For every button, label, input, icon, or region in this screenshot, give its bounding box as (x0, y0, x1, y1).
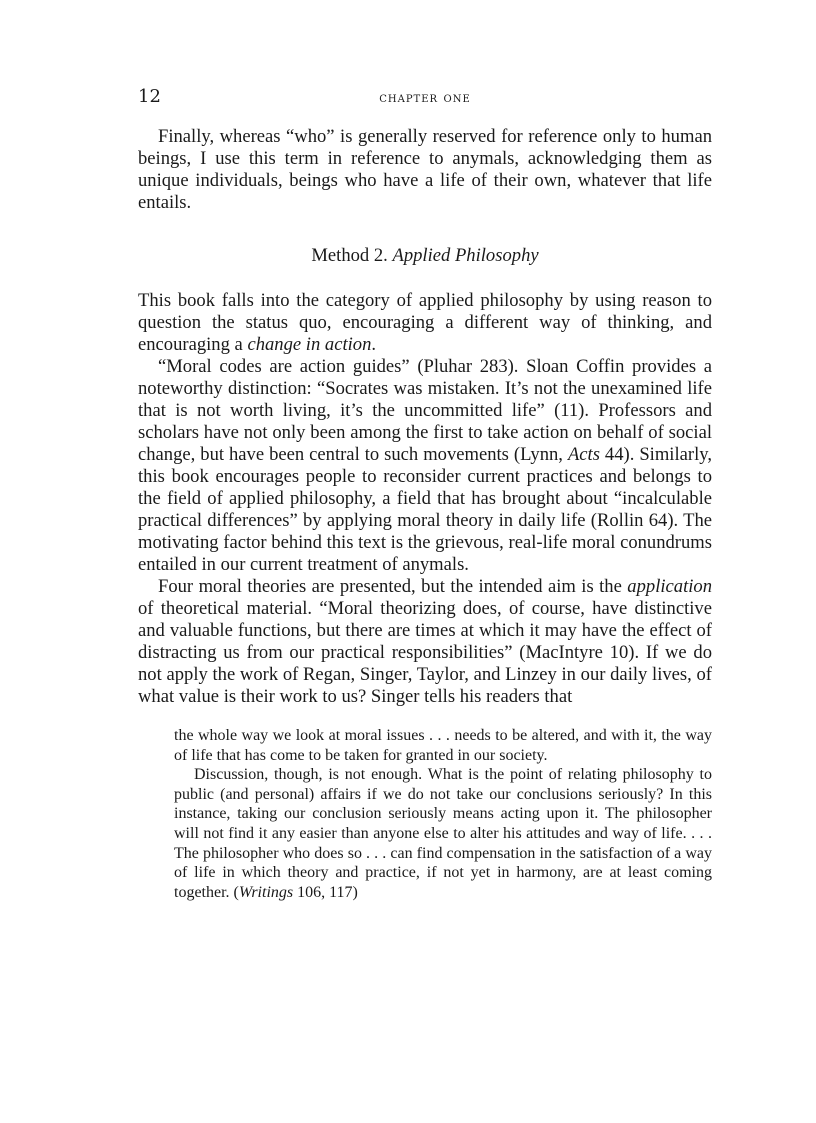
quote-italic: Writings (238, 883, 294, 901)
page-number: 12 (138, 86, 161, 107)
p3-italic: Acts (567, 444, 600, 465)
section-heading-prefix: Method 2. (311, 245, 388, 266)
p3-text-b: 44). Similarly, this book encourages people to reconsider current practices and belongs to the field of applied philosophy, a field that has brought about “incalculable practical differences” by applying moral theory in daily life (Rollin 64). The motivating factor behind this text is the grievous, real-life moral conundrums entailed in our current treatment of anymals. (138, 444, 712, 575)
p3-text-a: “Moral codes are action guides” (Pluhar 283). Sloan Coffin provides a noteworthy distinction: “Socrates was mistaken. It’s not the unexamined life that is not worth living, it’s the uncommitted life” (11). Professors and scholars have not only been among the first to take action on behalf of social change, but have been central to such movements (Lynn, (138, 356, 712, 465)
p4-text-b: of theoretical material. “Moral theorizing does, of course, have distinctive and valuable functions, but there are times at which it may have the effect of distracting us from our practical responsibilities” (MacIntyre 10). If we do not apply the work of Regan, Singer, Taylor, and Linzey in our daily lives, of what value is their work to us? Singer tells his readers that (138, 598, 712, 707)
quote-paragraph-2 (174, 765, 712, 902)
p2-italic: change in action (247, 334, 372, 355)
paragraph-finally: Finally, whereas “who” is generally reserved for reference only to human beings, I use this term in reference to anymals, acknowledging them as unique individuals, beings who have a life of their own, whatever that life entails. (138, 126, 712, 213)
running-head: chapter one (379, 90, 471, 106)
quote-end: 106, 117) (293, 883, 358, 901)
paragraph-applied-philosophy (138, 290, 712, 356)
p4-italic: application (627, 576, 712, 597)
block-quote (174, 726, 712, 902)
p4-text-a: Four moral theories are presented, but the intended aim is the (158, 576, 628, 597)
section-heading-title: Applied Philosophy (392, 245, 539, 266)
p2-text: This book falls into the category of applied philosophy by using reason to question the status quo, encouraging a different way of thinking, and encouraging a (138, 290, 712, 355)
main-text (138, 290, 712, 708)
section-heading (138, 245, 712, 267)
paragraph-four-theories (138, 576, 712, 708)
quote-paragraph-1: the whole way we look at moral issues . . . needs to be altered, and with it, the way of life that has come to be taken for granted in our society. (174, 727, 712, 764)
paragraph-moral-codes (138, 356, 712, 576)
p2-end: . (371, 334, 377, 355)
quote-text: Discussion, though, is not enough. What is the point of relating philosophy to public (and personal) affairs if we do not take our conclusions seriously? In this instance, taking our conclusion seriously means acting upon it. The philosopher will not find it any easier than anyone else to alter his attitudes and way of life. . . . The philosopher who does so . . . can find compensation in the satisfaction of a way of life in which theory and practice, if not yet in harmony, are at least coming together. ( (174, 766, 712, 901)
